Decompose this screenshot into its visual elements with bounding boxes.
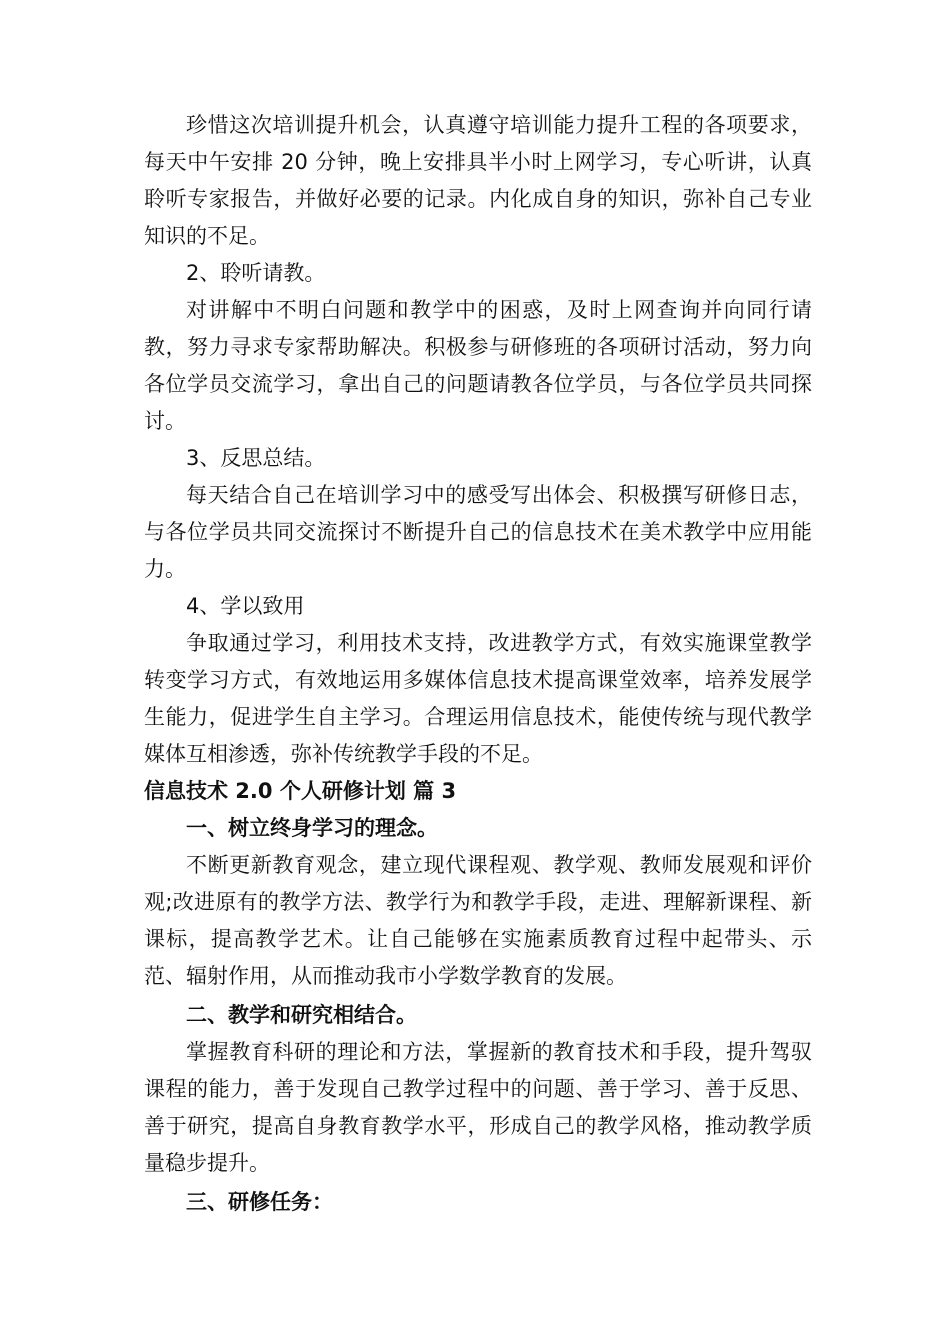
item-heading-listen-ask: 2、聆听请教。	[186, 261, 326, 285]
section-title-plan-3: 信息技术 2.0 个人研修计划 篇 3	[144, 779, 457, 803]
paragraph-listen-ask: 对讲解中不明白问题和教学中的困惑，及时上网查询并向同行请教，努力寻求专家帮助解决。积极参与研修班的各项研讨活动，努力向各位学员交流学习，拿出自己的问题请教各位学员，与各位学员共同探讨。	[144, 298, 812, 433]
sub-heading-research-tasks: 三、研修任务：	[186, 1190, 333, 1214]
sub-heading-teaching-research: 二、教学和研究相结合。	[186, 1003, 417, 1027]
paragraph-study-commitment: 珍惜这次培训提升机会，认真遵守培训能力提升工程的各项要求，每天中午安排 20 分钟，晚上安排具半小时上网学习，专心听讲，认真聆听专家报告，并做好必要的记录。内化成自身的知识，弥补自己专业知识的不足。	[144, 113, 812, 248]
item-heading-reflect: 3、反思总结。	[186, 446, 326, 470]
paragraph-lifelong-learning: 不断更新教育观念，建立现代课程观、教学观、教师发展观和评价观;改进原有的教学方法、教学行为和教学手段，走进、理解新课程、新课标，提高教学艺术。让自己能够在实施素质教育过程中起带头、示范、辐射作用，从而推动我市小学数学教育的发展。	[144, 853, 812, 988]
paragraph-apply: 争取通过学习，利用技术支持，改进教学方式，有效实施课堂教学转变学习方式，有效地运用多媒体信息技术提高课堂效率，培养发展学生能力，促进学生自主学习。合理运用信息技术，能使传统与现代教学媒体互相渗透，弥补传统教学手段的不足。	[144, 631, 812, 766]
paragraph-teaching-research: 掌握教育科研的理论和方法，掌握新的教育技术和手段，提升驾驭课程的能力，善于发现自己教学过程中的问题、善于学习、善于反思、善于研究，提高自身教育教学水平，形成自己的教学风格，推动教学质量稳步提升。	[144, 1040, 812, 1175]
document-body	[144, 107, 812, 1221]
item-heading-apply: 4、学以致用	[186, 594, 305, 618]
paragraph-reflect: 每天结合自己在培训学习中的感受写出体会、积极撰写研修日志，与各位学员共同交流探讨不断提升自己的信息技术在美术教学中应用能力。	[144, 483, 812, 581]
sub-heading-lifelong-learning: 一、树立终身学习的理念。	[186, 816, 438, 840]
